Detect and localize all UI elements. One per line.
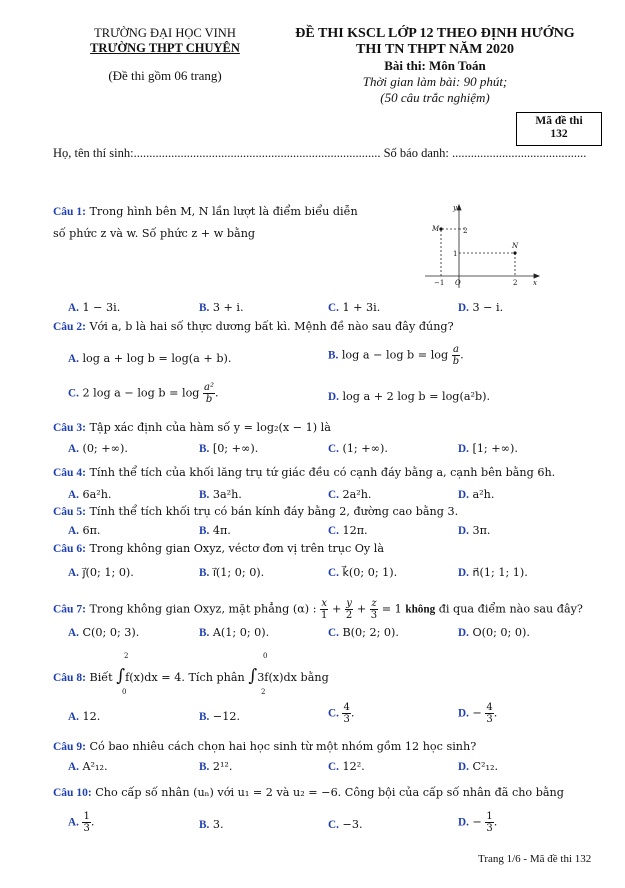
question-text: Trong không gian Oxyz, véctơ đơn vị trên trục Oy là — [89, 542, 385, 555]
option-b[interactable]: B. log a − log b = log $\frac{a}{b}$ . — [328, 344, 464, 367]
exam-title-line2: THI TN THPT NĂM 2020 — [356, 42, 514, 57]
point-n — [513, 251, 516, 254]
question-3: Câu 3: Tập xác định của hàm số y = log₂(x − 1) là — [53, 421, 331, 434]
exam-code-label: Mã đề thi — [535, 115, 583, 127]
option-d[interactable]: D. n⃗(1; 1; 1). — [458, 566, 528, 579]
guide-n — [459, 253, 515, 276]
option-a[interactable]: A. log a + log b = log(a + b). — [68, 352, 232, 365]
question-1 — [53, 205, 358, 218]
candidate-name-blank[interactable]: ............................................................................... — [133, 146, 381, 160]
option-a[interactable]: A. 6π. — [68, 524, 101, 537]
point-m-label: M — [432, 225, 440, 233]
tick-y-2: 2 — [463, 227, 468, 235]
point-m — [439, 227, 442, 230]
option-a[interactable]: A. A²₁₂. — [68, 760, 108, 773]
option-a[interactable]: A. 1 − 3i. — [68, 301, 121, 314]
option-c[interactable]: C. 2 log a − log b = log $\frac{\text{a²}}{b}$ . — [68, 382, 219, 405]
integral-2-upper: 0 — [263, 652, 268, 660]
question-8: Câu 8: Biết ∫f(x)dx = 4. Tích phân ∫3f(x)dx bằng — [53, 666, 329, 686]
option-c[interactable]: C. $\frac{4}{3}$ . — [328, 702, 355, 725]
y-axis-label: y — [453, 204, 457, 212]
option-b[interactable]: B. i⃗(1; 0; 0). — [199, 566, 265, 579]
question-text: Với a, b là hai số thực dương bất kì. Mệnh đề nào sau đây đúng? — [89, 320, 454, 333]
option-d[interactable]: D. [1; +∞). — [458, 442, 518, 455]
x-axis-label: x — [533, 279, 537, 287]
fraction: $\frac{\text{a²}}{b}$ — [204, 382, 215, 405]
option-c[interactable]: C. 12². — [328, 760, 365, 773]
candidate-name-label: Họ, tên thí sinh: — [53, 146, 134, 160]
page-footer: Trang 1/6 - Mã đề thi 132 — [478, 853, 592, 865]
option-b[interactable]: B. 2¹². — [199, 760, 233, 773]
exam-title-line1: ĐỀ THI KSCL LỚP 12 THEO ĐỊNH HƯỚNG — [295, 26, 575, 41]
option-c[interactable]: C. k⃗(0; 0; 1). — [328, 566, 398, 579]
question-text: Tính thể tích của khối lăng trụ tứ giác đều có cạnh đáy bằng a, cạnh bên bằng 6h. — [89, 466, 556, 479]
option-c[interactable]: C. (1; +∞). — [328, 442, 388, 455]
candidate-id-label: Số báo danh: — [383, 146, 449, 160]
question-1-line2: số phức z và w. Số phức z + w bằng — [53, 227, 256, 240]
exam-time: Thời gian làm bài: 90 phút; — [362, 74, 508, 89]
option-d[interactable]: D. C²₁₂. — [458, 760, 499, 773]
question-6: Câu 6: Trong không gian Oxyz, véctơ đơn vị trên trục Oy là — [53, 542, 385, 555]
origin-label: O — [455, 279, 461, 287]
question-text: Cho cấp số nhân (uₙ) với u₁ = 2 và u₂ = −6. Công bội của cấp số nhân đã cho bằng — [95, 786, 564, 799]
question-5: Câu 5: Tính thể tích khối trụ có bán kính đáy bằng 2, đường cao bằng 3. — [53, 505, 459, 518]
option-d[interactable]: D. O(0; 0; 0). — [458, 626, 530, 639]
option-c[interactable]: C. −3. — [328, 818, 363, 831]
option-a[interactable]: A. j⃗(0; 1; 0). — [68, 566, 134, 579]
option-a[interactable]: A. (0; +∞). — [68, 442, 128, 455]
tick-x-2: 2 — [513, 279, 518, 287]
question-text: Có bao nhiêu cách chọn hai học sinh từ một nhóm gồm 12 học sinh? — [89, 740, 477, 753]
pages-note: (Đề thi gồm 06 trang) — [108, 68, 222, 83]
option-c[interactable]: C. B(0; 2; 0). — [328, 626, 399, 639]
exam-code-value: 132 — [550, 128, 568, 140]
option-d[interactable]: D. − $\frac{1}{3}$ . — [458, 811, 498, 834]
exam-question-count: (50 câu trắc nghiệm) — [380, 90, 490, 105]
option-d[interactable]: D. 3π. — [458, 524, 491, 537]
exam-subject: Bài thi: Môn Toán — [384, 58, 486, 73]
option-a[interactable]: A. 12. — [68, 710, 101, 723]
question-4: Câu 4: Tính thể tích của khối lăng trụ tứ giác đều có cạnh đáy bằng a, cạnh bên bằng 6h. — [53, 466, 556, 479]
y-axis-arrow — [457, 205, 461, 210]
option-b[interactable]: B. [0; +∞). — [199, 442, 259, 455]
option-d[interactable]: D. log a + 2 log b = log(a²b). — [328, 390, 491, 403]
option-d[interactable]: D. − $\frac{4}{3}$ . — [458, 702, 498, 725]
candidate-line — [53, 146, 586, 161]
option-b[interactable]: B. 3 + i. — [199, 301, 244, 314]
option-a[interactable]: A. 6a²h. — [68, 488, 112, 501]
question-2: Câu 2: Với a, b là hai số thực dương bất kì. Mệnh đề nào sau đây đúng? — [53, 320, 454, 333]
exam-code-box — [516, 112, 602, 146]
question-10: Câu 10: Cho cấp số nhân (uₙ) với u₁ = 2 và u₂ = −6. Công bội của cấp số nhân đã cho bằng — [53, 786, 564, 799]
option-b[interactable]: B. A(1; 0; 0). — [199, 626, 270, 639]
question-text: Tính thể tích khối trụ có bán kính đáy bằng 2, đường cao bằng 3. — [89, 505, 459, 518]
option-b[interactable]: B. 4π. — [199, 524, 231, 537]
integral-1-upper: 2 — [124, 652, 129, 660]
tick-x-neg1: −1 — [434, 279, 445, 287]
tick-y-1: 1 — [453, 250, 458, 258]
x-axis-arrow — [534, 274, 539, 278]
question-9: Câu 9: Có bao nhiêu cách chọn hai học sinh từ một nhóm gồm 12 học sinh? — [53, 740, 477, 753]
option-c[interactable]: C. 1 + 3i. — [328, 301, 381, 314]
question-label: Câu 1: — [53, 206, 86, 218]
option-b[interactable]: B. 3. — [199, 818, 224, 831]
school-name: TRƯỜNG THPT CHUYÊN — [90, 41, 240, 55]
option-b[interactable]: B. −12. — [199, 710, 240, 723]
university-name: TRƯỜNG ĐẠI HỌC VINH — [94, 26, 236, 40]
option-d[interactable]: D. a²h. — [458, 488, 495, 501]
integral-2-lower: 2 — [261, 688, 266, 696]
option-b[interactable]: B. 3a²h. — [199, 488, 242, 501]
fraction: $\frac{a}{b}$ — [452, 344, 460, 367]
complex-plane-figure — [415, 200, 545, 292]
option-c[interactable]: C. 12π. — [328, 524, 368, 537]
point-n-label: N — [512, 242, 519, 250]
option-a[interactable]: A. $\frac{1}{3}$ . — [68, 811, 95, 834]
integral-1-lower: 0 — [122, 688, 127, 696]
question-text: Trong hình bên M, N lần lượt là điểm biểu diễn — [89, 205, 358, 218]
option-c[interactable]: C. 2a²h. — [328, 488, 372, 501]
option-d[interactable]: D. 3 − i. — [458, 301, 504, 314]
question-7: Câu 7: Trong không gian Oxyz, mặt phẳng (α) : $\frac{x}{1}$ + $\frac{y}{2}$ + $\frac{z}{3}$ = 1 không đi qua điểm nào sau đây? — [53, 598, 583, 621]
option-a[interactable]: A. C(0; 0; 3). — [68, 626, 140, 639]
question-text: Tập xác định của hàm số y = log₂(x − 1) là — [89, 421, 331, 434]
candidate-id-blank[interactable]: ........................................... — [451, 146, 587, 160]
